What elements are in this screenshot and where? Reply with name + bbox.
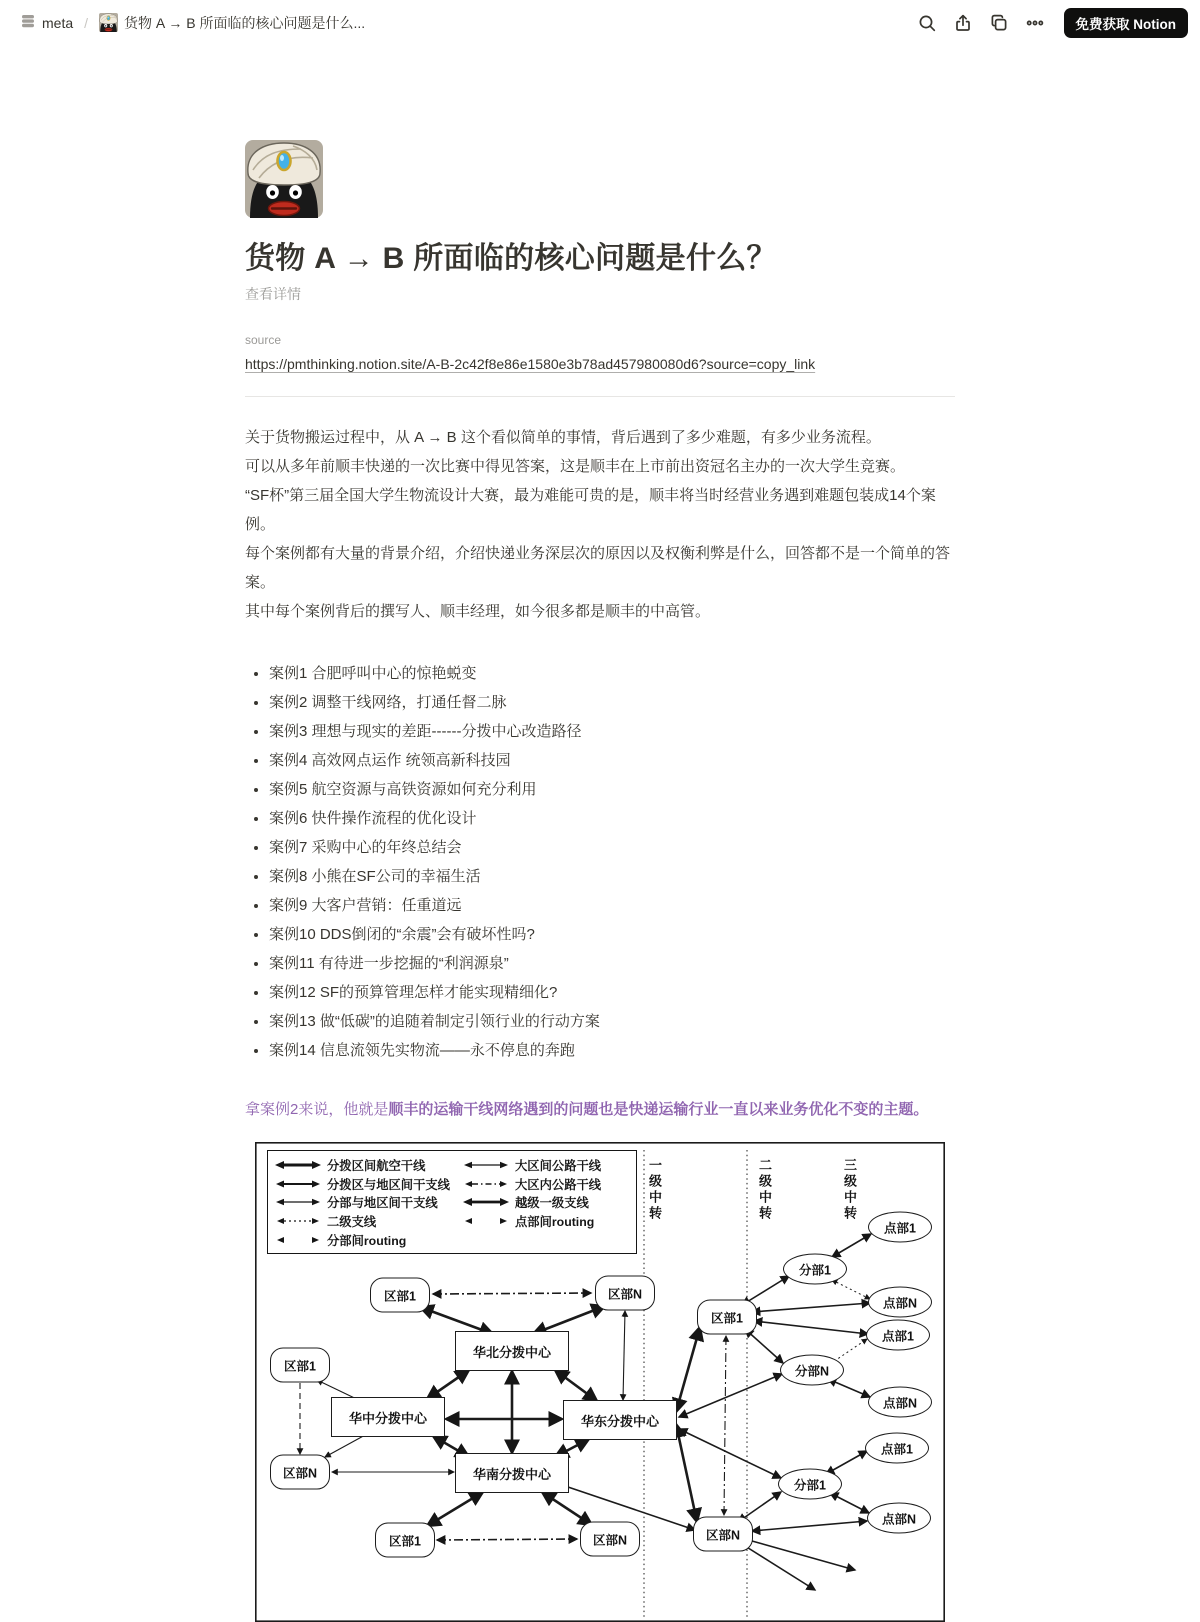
diagram-node: 区部1 (370, 1278, 430, 1313)
paragraph: 关于货物搬运过程中，从 A → B 这个看似简单的事情，背后遇到了多少难题，有多少业务流程。 (245, 429, 881, 446)
more-icon (1025, 13, 1045, 33)
case-item: • 案例14 信息流领先实物流——永不停息的奔跑 (269, 1036, 955, 1065)
case-item: • 案例11 有待进一步挖掘的“利润源泉” (269, 949, 955, 978)
diagram-node: 区部N (595, 1276, 655, 1311)
diagram-node: 点部N (867, 1503, 931, 1534)
diagram-node: 点部1 (868, 1212, 932, 1243)
search-icon (917, 13, 937, 33)
workspace-name: meta (42, 14, 74, 31)
share-button[interactable] (948, 8, 978, 38)
topbar-actions (912, 8, 1189, 38)
page-title: 货物 A → B 所面临的核心问题是什么？ (245, 242, 777, 275)
breadcrumb-page-title: 货物 A → B 所面临的核心问题是什么... (124, 14, 366, 31)
arrow-thick-icon (462, 1196, 510, 1208)
paragraph: 可以从多年前顺丰快递的一次比赛中得见答案，这是顺丰在上市前出资冠名主办的一次大学生竞赛。 (245, 458, 906, 475)
page-body (245, 140, 955, 1622)
arrow-thin-icon (274, 1196, 322, 1208)
page-icon[interactable] (245, 140, 323, 218)
zone-label-level2: 二级中转 (757, 1158, 772, 1222)
topbar (0, 0, 1200, 45)
diagram-node: 分部N (780, 1355, 844, 1386)
highlight-paragraph (245, 1095, 955, 1124)
legend-label: 分拨区与地区间干支线 (327, 1177, 450, 1192)
zone-label-level3: 三级中转 (842, 1158, 857, 1222)
arrow-thick-icon (274, 1159, 322, 1171)
case-item: • 案例12 SF的预算管理怎样才能实现精细化? (269, 978, 955, 1007)
diagram-node: 区部N (580, 1522, 640, 1557)
legend-label: 分部间routing (327, 1233, 407, 1248)
diagram-node: 华南分拨中心 (455, 1453, 569, 1493)
diagram-node: 区部1 (270, 1348, 330, 1383)
diagram-node: 区部N (270, 1455, 330, 1490)
diagram-node: 华东分拨中心 (563, 1400, 677, 1440)
case-list (245, 659, 955, 1065)
diagram-node: 点部N (868, 1287, 932, 1318)
breadcrumb-page[interactable] (95, 11, 369, 35)
network-diagram-image[interactable] (255, 1142, 945, 1622)
case-item: • 案例7 采购中心的年终总结会 (269, 833, 955, 862)
divider (245, 396, 955, 397)
source-property-label: source (245, 333, 282, 347)
legend-label: 分拨区间航空干线 (327, 1159, 426, 1174)
diagram-node: 分部1 (783, 1254, 847, 1285)
highlight-prefix: 拿案例2来说，他就是 (245, 1101, 389, 1118)
source-url-link[interactable]: https://pmthinking.notion.site/A-B-2c42f8e86e1580e3b78ad457980080d6?source=copy_link (245, 356, 816, 372)
case-item: • 案例13 做“低碳”的追随着制定引领行业的行动方案 (269, 1007, 955, 1036)
case-item: • 案例6 快件操作流程的优化设计 (269, 804, 955, 833)
diagram-node: 区部1 (375, 1523, 435, 1558)
duplicate-icon (989, 13, 1009, 33)
more-button[interactable] (1020, 8, 1050, 38)
diagram-node: 点部1 (865, 1433, 929, 1464)
case-item: • 案例3 理想与现实的差距------分拨中心改造路径 (269, 717, 955, 746)
arrow-routing-icon (462, 1215, 510, 1227)
diagram-node: 分部1 (778, 1469, 842, 1500)
case-item: • 案例2 调整干线网络，打通任督二脉 (269, 688, 955, 717)
database-icon (20, 13, 36, 32)
zone-label-level1: 一级中转 (647, 1158, 662, 1222)
legend-label: 大区间公路干线 (515, 1159, 602, 1174)
case-item: • 案例5 航空资源与高铁资源如何充分利用 (269, 775, 955, 804)
page-emoji-icon (99, 13, 118, 32)
diagram-node: 区部N (693, 1517, 753, 1552)
highlight-bold: 顺丰的运输干线网络遇到的问题也是快递运输行业一直以来业务优化不变的主题。 (388, 1101, 929, 1118)
arrow-routing-icon (274, 1234, 322, 1246)
arrow-dashdot-icon (462, 1178, 510, 1190)
duplicate-button[interactable] (984, 8, 1014, 38)
diagram-node: 点部N (868, 1387, 932, 1418)
legend-label: 分部与地区间干支线 (327, 1196, 438, 1211)
diagram-node: 点部1 (866, 1320, 930, 1351)
breadcrumb (16, 11, 369, 35)
breadcrumb-workspace[interactable] (16, 11, 77, 34)
search-button[interactable] (912, 8, 942, 38)
share-icon (953, 13, 973, 33)
paragraph: “SF杯”第三届全国大学生物流设计大赛，最为难能可贵的是，顺丰将当时经营业务遇到难题包装成14个案例。 (245, 487, 936, 533)
get-notion-button[interactable]: 免费获取 Notion (1064, 8, 1189, 38)
arrow-dotted-icon (274, 1215, 322, 1227)
popo-emoji-icon (245, 140, 323, 218)
case-item: • 案例4 高效网点运作 统领高新科技园 (269, 746, 955, 775)
legend-label: 点部间routing (515, 1215, 595, 1230)
case-item: • 案例1 合肥呼叫中心的惊艳蜕变 (269, 659, 955, 688)
paragraph: 其中每个案例背后的撰写人、顺丰经理，如今很多都是顺丰的中高管。 (245, 603, 711, 620)
breadcrumb-separator: / (84, 14, 89, 31)
legend-label: 二级支线 (327, 1215, 377, 1230)
case-item: • 案例9 大客户营销：任重道远 (269, 891, 955, 920)
arrow-medium-icon (274, 1178, 322, 1190)
arrow-thin-icon (462, 1159, 510, 1171)
diagram-node: 华中分拨中心 (331, 1397, 445, 1437)
case-item: • 案例10 DDS倒闭的“余震”会有破坏性吗? (269, 920, 955, 949)
diagram-node: 区部1 (697, 1300, 757, 1335)
legend-label: 越级一级支线 (515, 1196, 589, 1211)
diagram-legend (267, 1150, 637, 1254)
details-link[interactable]: 查看详情 (245, 286, 301, 302)
paragraph: 每个案例都有大量的背景介绍，介绍快递业务深层次的原因以及权衡利弊是什么，回答都不是一个简单的答案。 (245, 545, 951, 591)
case-item: • 案例8 小熊在SF公司的幸福生活 (269, 862, 955, 891)
legend-label: 大区内公路干线 (515, 1177, 602, 1192)
diagram-node: 华北分拨中心 (455, 1331, 569, 1371)
